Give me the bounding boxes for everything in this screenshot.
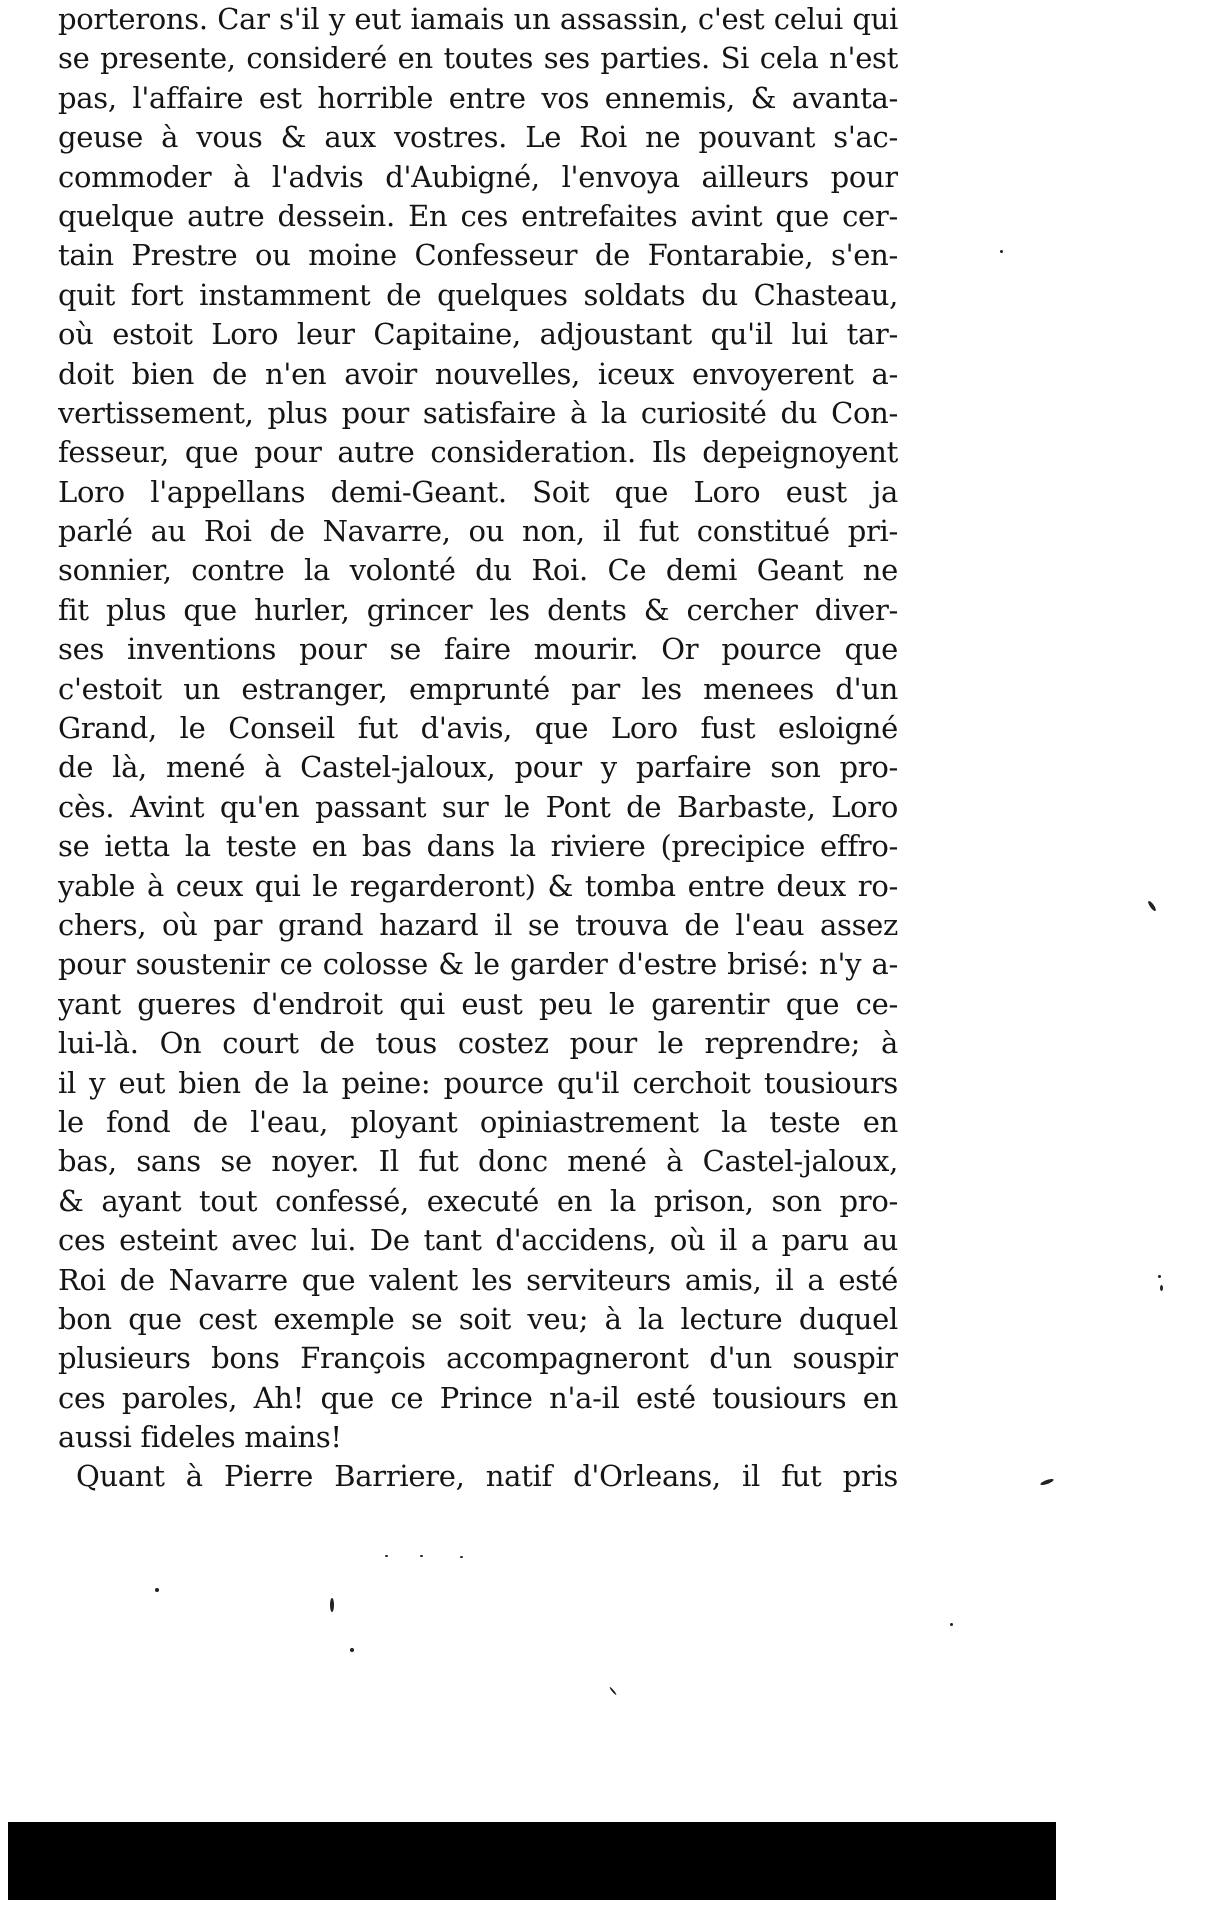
text-line: yable à ceux qui le regarderont) & tomba entre deux ro- bbox=[58, 868, 898, 903]
text-line: de là, mené à Castel-jaloux, pour y parfaire son pro- bbox=[58, 750, 898, 785]
text-line: où estoit Loro leur Capitaine, adjoustant qu'il lui tar- bbox=[58, 317, 898, 352]
text-line: fit plus que hurler, grincer les dents & cercher diver- bbox=[58, 592, 898, 627]
text-line: geuse à vous & aux vostres. Le Roi ne pouvant s'ac- bbox=[58, 120, 898, 155]
text-line: ces paroles, Ah! que ce Prince n'a-il esté tousiours en bbox=[58, 1380, 898, 1415]
text-line: quit fort instamment de quelques soldats du Chasteau, bbox=[58, 277, 898, 312]
text-line: quelque autre dessein. En ces entrefaites avint que cer- bbox=[58, 198, 898, 233]
scan-speck bbox=[385, 1555, 388, 1557]
text-line: Loro l'appellans demi-Geant. Soit que Loro eust ja bbox=[58, 474, 898, 509]
scan-speck bbox=[1158, 1275, 1161, 1278]
text-line: vertissement, plus pour satisfaire à la curiosité du Con- bbox=[58, 395, 898, 430]
text-line: aussi fideles mains! bbox=[58, 1420, 342, 1455]
scan-speck bbox=[155, 1588, 159, 1592]
text-line: le fond de l'eau, ployant opiniastrement la teste en bbox=[58, 1104, 898, 1139]
text-line: ces esteint avec lui. De tant d'accidens, où il a paru au bbox=[58, 1223, 898, 1258]
scan-speck bbox=[1160, 1285, 1163, 1291]
scan-speck bbox=[350, 1648, 354, 1652]
scan-speck bbox=[950, 1623, 953, 1626]
scan-speck bbox=[1000, 250, 1003, 253]
text-line: c'estoit un estranger, emprunté par les menees d'un bbox=[58, 671, 898, 706]
text-line: bas, sans se noyer. Il fut donc mené à Castel-jaloux, bbox=[58, 1144, 898, 1179]
text-line: se ietta la teste en bas dans la riviere (precipice effro- bbox=[58, 829, 898, 864]
text-line: & ayant tout confessé, executé en la prison, son pro- bbox=[58, 1183, 898, 1218]
text-line: parlé au Roi de Navarre, ou non, il fut constitué pri- bbox=[58, 514, 898, 549]
text-line: pas, l'affaire est horrible entre vos ennemis, & avanta- bbox=[58, 80, 898, 115]
scan-speck bbox=[1040, 1478, 1055, 1487]
text-line: Quant à Pierre Barriere, natif d'Orleans, il fut pris bbox=[76, 1459, 898, 1494]
text-line: doit bien de n'en avoir nouvelles, iceux envoyerent a- bbox=[58, 356, 898, 391]
text-line: lui-là. On court de tous costez pour le reprendre; à bbox=[58, 1026, 898, 1061]
text-line: commoder à l'advis d'Aubigné, l'envoya ailleurs pour bbox=[58, 159, 898, 194]
text-line: Roi de Navarre que valent les serviteurs amis, il a esté bbox=[58, 1262, 898, 1297]
scan-speck bbox=[1147, 900, 1157, 912]
text-line: bon que cest exemple se soit veu; à la lecture duquel bbox=[58, 1301, 898, 1336]
scan-speck bbox=[330, 1598, 334, 1612]
text-line: plusieurs bons François accompagneront d'un souspir bbox=[58, 1341, 898, 1376]
scan-speck bbox=[460, 1556, 463, 1558]
text-line: tain Prestre ou moine Confesseur de Fontarabie, s'en- bbox=[58, 238, 898, 273]
text-line: porterons. Car s'il y eut iamais un assassin, c'est celui qui bbox=[58, 2, 898, 36]
text-line: pour soustenir ce colosse & le garder d'estre brisé: n'y a- bbox=[58, 947, 898, 982]
text-line: yant gueres d'endroit qui eust peu le garentir que ce- bbox=[58, 986, 898, 1021]
text-line: il y eut bien de la peine: pource qu'il cerchoit tousiours bbox=[58, 1065, 898, 1100]
text-line: Grand, le Conseil fut d'avis, que Loro fust esloigné bbox=[58, 711, 898, 746]
scan-speck bbox=[420, 1555, 423, 1557]
text-line: se presente, consideré en toutes ses parties. Si cela n'est bbox=[58, 41, 898, 76]
scan-border-bar bbox=[8, 1822, 1056, 1900]
text-line: fesseur, que pour autre consideration. Ils depeignoyent bbox=[58, 435, 898, 470]
text-line: sonnier, contre la volonté du Roi. Ce demi Geant ne bbox=[58, 553, 898, 588]
body-text bbox=[58, 0, 898, 1497]
text-line: ses inventions pour se faire mourir. Or pource que bbox=[58, 632, 898, 667]
text-line: chers, où par grand hazard il se trouva de l'eau assez bbox=[58, 907, 898, 942]
text-line: cès. Avint qu'en passant sur le Pont de Barbaste, Loro bbox=[58, 789, 898, 824]
scan-speck bbox=[609, 1687, 617, 1696]
